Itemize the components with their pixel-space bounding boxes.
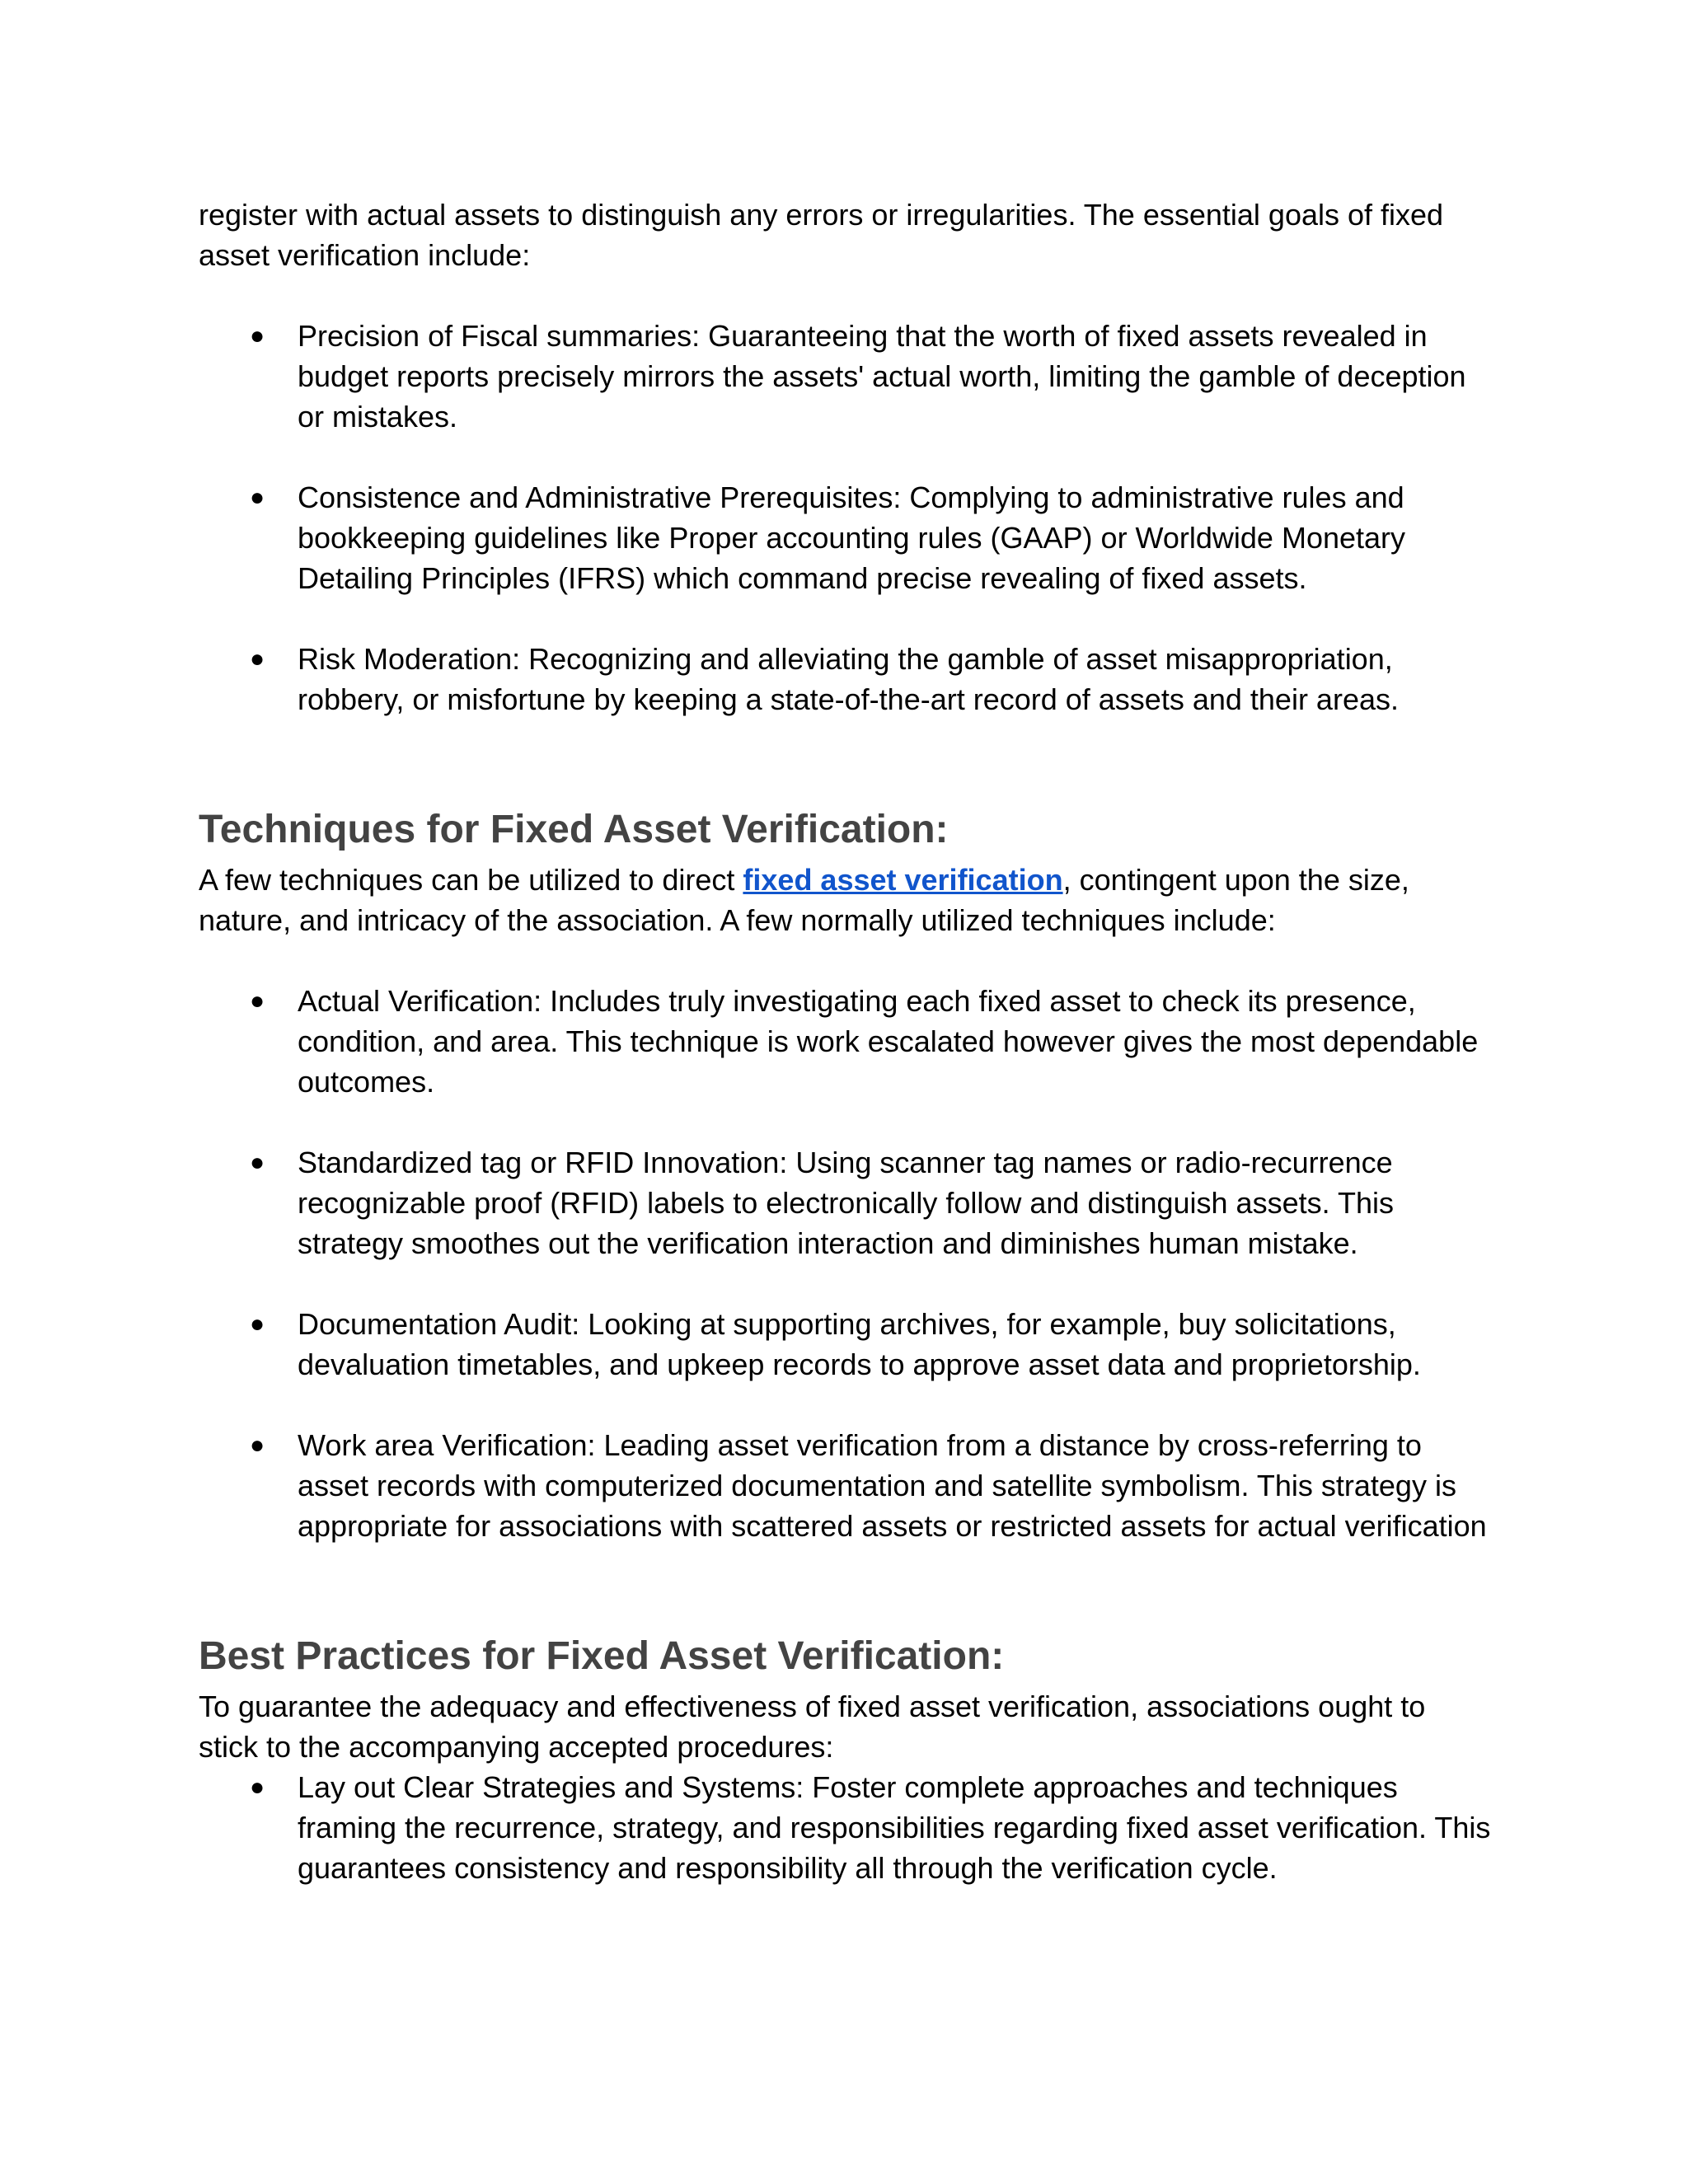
techniques-intro bbox=[199, 860, 1493, 940]
list-item-text: Work area Verification: Leading asset verification from a distance by cross-referring to asset records with computerized documentation and satellite symbolism. This strategy is appropriate for associations with scattered assets or restricted assets for actual verification bbox=[298, 1428, 1487, 1543]
best-practices-list bbox=[199, 1767, 1493, 1888]
techniques-list bbox=[199, 981, 1493, 1546]
document-content bbox=[199, 194, 1493, 1888]
bullet-icon: ● bbox=[250, 987, 265, 1015]
list-item bbox=[199, 316, 1493, 437]
fixed-asset-verification-link[interactable]: fixed asset verification bbox=[743, 863, 1063, 897]
list-item bbox=[199, 1304, 1493, 1385]
techniques-heading: Techniques for Fixed Asset Verification: bbox=[199, 808, 949, 851]
list-item bbox=[199, 1142, 1493, 1263]
goals-list bbox=[199, 316, 1493, 719]
techniques-intro-after: , contingent upon the size, nature, and intricacy of the association. A few normally utilized techniques include: bbox=[199, 863, 1409, 937]
list-item-text: Lay out Clear Strategies and Systems: Foster complete approaches and techniques framing the recurrence, strategy, and responsibilities regarding fixed asset verification. This guarantees consistency and responsibility all through the verification cycle. bbox=[298, 1770, 1491, 1885]
list-item bbox=[199, 981, 1493, 1102]
best-practices-intro: To guarantee the adequacy and effectiveness of fixed asset verification, associations ought to stick to the accompanying accepted procedures: bbox=[199, 1690, 1426, 1764]
list-item bbox=[199, 1767, 1493, 1888]
best-practices-heading: Best Practices for Fixed Asset Verification: bbox=[199, 1634, 1005, 1678]
list-item-text: Standardized tag or RFID Innovation: Using scanner tag names or radio-recurrence recognizable proof (RFID) labels to electronically follow and distinguish assets. This strategy smoothes out the verification interaction and diminishes human mistake. bbox=[298, 1146, 1394, 1260]
list-item bbox=[199, 477, 1493, 598]
list-item-text: Risk Moderation: Recognizing and alleviating the gamble of asset misappropriation, robbery, or misfortune by keeping a state-of-the-art record of assets and their areas. bbox=[298, 642, 1399, 716]
bullet-icon: ● bbox=[250, 1432, 265, 1459]
list-item-text: Precision of Fiscal summaries: Guaranteeing that the worth of fixed assets revealed in budget reports precisely mirrors the assets' actual worth, limiting the gamble of deception or mistakes. bbox=[298, 319, 1466, 434]
bullet-icon: ● bbox=[250, 1149, 265, 1176]
bullet-icon: ● bbox=[250, 1774, 265, 1801]
bullet-icon: ● bbox=[250, 484, 265, 511]
list-item bbox=[199, 639, 1493, 719]
intro-paragraph: register with actual assets to distinguish any errors or irregularities. The essential goals of fixed asset verification include: bbox=[199, 198, 1444, 272]
list-item bbox=[199, 1425, 1493, 1546]
bullet-icon: ● bbox=[250, 1310, 265, 1338]
bullet-icon: ● bbox=[250, 322, 265, 349]
techniques-intro-before: A few techniques can be utilized to direct bbox=[199, 863, 743, 897]
bullet-icon: ● bbox=[250, 645, 265, 673]
list-item-text: Actual Verification: Includes truly investigating each fixed asset to check its presence, condition, and area. This technique is work escalated however gives the most dependable outcomes. bbox=[298, 984, 1479, 1099]
list-item-text: Documentation Audit: Looking at supporting archives, for example, buy solicitations, devaluation timetables, and upkeep records to approve asset data and proprietorship. bbox=[298, 1307, 1421, 1381]
list-item-text: Consistence and Administrative Prerequisites: Complying to administrative rules and bookkeeping guidelines like Proper accounting rules (GAAP) or Worldwide Monetary Detailing Principles (IFRS) which command precise revealing of fixed assets. bbox=[298, 480, 1406, 595]
